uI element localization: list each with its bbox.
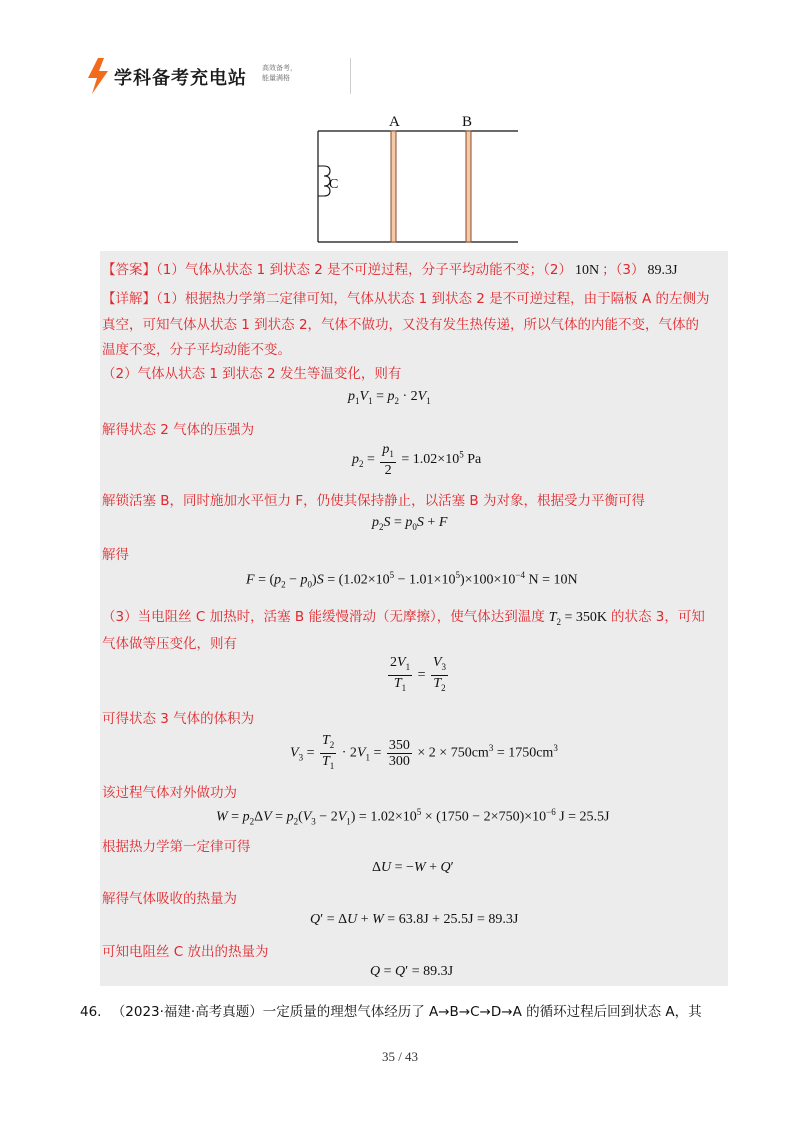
logo-subtitle xyxy=(262,63,297,83)
detail-line-3: 温度不变，分子平均动能不变。 xyxy=(102,342,291,358)
label-a: A xyxy=(389,114,400,130)
equation-isothermal: $p_1V_1 = p_2 \cdot 2V_1$ xyxy=(348,389,431,406)
part3-line2: 气体做等压变化，则有 xyxy=(102,636,237,652)
answer-value-3: 89.3J xyxy=(647,263,678,278)
question-number: 46. xyxy=(80,1004,102,1020)
answer-line xyxy=(102,258,677,279)
logo-subtitle-line2: 能量满格 xyxy=(262,74,290,82)
answer-text: 【答案】（1）气体从状态 1 到状态 2 是不可逆过程，分子平均动能不变；（2） xyxy=(102,262,573,278)
piston-b xyxy=(466,131,471,242)
part3-line1-a: （3）当电阻丝 C 加热时，活塞 B 能缓慢滑动（无摩擦），使气体达到温度 xyxy=(102,609,545,625)
part3-volume: 可得状态 3 气体的体积为 xyxy=(102,711,255,727)
logo-title: 学科备考充电站 xyxy=(114,68,247,89)
label-b: B xyxy=(462,114,473,130)
question-text: （2023·福建·高考真题）一定质量的理想气体经历了 A→B→C→D→A 的循环过程后回到状态 A，其 xyxy=(111,1004,702,1020)
equation-isobaric: $\frac{2V_1}{T_1}$ = $\frac{V_3}{T_2}$ xyxy=(390,655,447,693)
part2-intro: （2）气体从状态 1 到状态 2 发生等温变化，则有 xyxy=(102,366,402,382)
part2-unlock-text: 解锁活塞 B，同时施加水平恒力 F，仍使其保持静止，以活塞 B 为对象，根据受力平衡可得 xyxy=(102,493,645,509)
detail-line-2: 真空，可知气体从状态 1 到状态 2，气体不做功，又没有发生热传递，所以气体的内能不变，气体的 xyxy=(102,317,700,333)
equation-force-value: $F = (p_2 - p_0)S = (1.02\times 10^5 - 1.01\times 10^5)\times 100\times 10^{-4}$ N = 10N xyxy=(246,570,578,590)
equation-q: Q = Q′ = 89.3J xyxy=(370,964,454,979)
temperature-t2: $T_2 = 350K$ xyxy=(548,610,608,627)
page-number: 35 / 43 xyxy=(381,1049,419,1064)
equation-force-balance: $p_2S = p_0S + F$ xyxy=(372,515,448,532)
equation-first-law: ΔU = −W + Q′ xyxy=(372,860,454,875)
part2-jiede: 解得 xyxy=(102,547,129,563)
part3-c-heat: 可知电阻丝 C 放出的热量为 xyxy=(102,944,269,960)
part3-heat: 解得气体吸收的热量为 xyxy=(102,891,237,907)
detail-line-1: 【详解】（1）根据热力学第二定律可知，气体从状态 1 到状态 2 是不可逆过程，由于隔板 A 的左侧为 xyxy=(102,291,710,307)
part2-unlock xyxy=(102,489,645,509)
lightning-bolt-icon xyxy=(86,58,110,94)
part3-first-law: 根据热力学第一定律可得 xyxy=(102,839,251,855)
next-question xyxy=(80,1000,702,1020)
equation-v3: $V_3$ = $\frac{T_2}{T_1}$ · $2V_1$ = $\frac{350}{300}$ × $2 \times 750cm^3 = 1750cm^3$ xyxy=(290,733,558,771)
answer-separator: ；（3） xyxy=(602,262,645,278)
part3-work: 该过程气体对外做功为 xyxy=(102,785,237,801)
equation-work: $W = p_2\Delta V = p_2(V_3 - 2V_1) = 1.02\times 10^5 \times (1750 - 2\times 750)\times 10^{-6}$ J = 25.5J xyxy=(216,807,610,827)
equation-heat: Q′ = ΔU + W = 63.8J + 25.5J = 89.3J xyxy=(310,912,519,927)
logo-divider xyxy=(350,58,351,94)
part3-line1 xyxy=(102,605,705,627)
label-c: C xyxy=(329,177,339,192)
answer-value-2: 10N xyxy=(575,263,600,278)
part2-solve-pressure: 解得状态 2 气体的压强为 xyxy=(102,422,255,438)
equation-p2: $p_2$ = $\frac{p_1}{2}$ = $1.02\times 10^5$ Pa xyxy=(352,442,482,478)
cylinder-diagram xyxy=(300,108,530,250)
part3-line1-b: 的状态 3，可知 xyxy=(611,609,705,625)
logo-subtitle-line1: 高效备考， xyxy=(262,64,297,72)
piston-a xyxy=(391,131,396,242)
